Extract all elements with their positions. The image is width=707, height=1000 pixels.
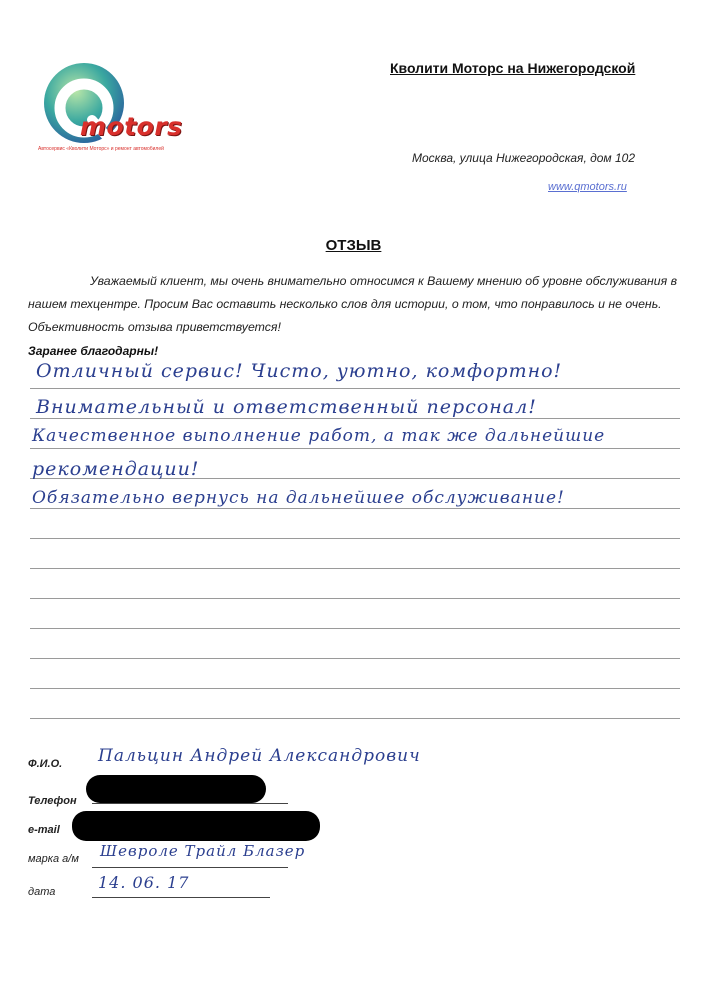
company-address: Москва, улица Нижегородская, дом 102 [412,151,636,165]
review-rule-line [30,688,680,689]
form-intro: Уважаемый клиент, мы очень внимательно относимся к Вашему мнению об уровне обслуживания в нашем техцентре. Просим Вас оставить несколько слов для истории, о том, что понравилось и не очень. Объективность отзыва приветствуется! [28,274,678,334]
date-value: 14. 06. 17 [98,873,190,892]
thanks-text: Заранее благодарны! [28,344,159,358]
phone-redaction [86,775,266,803]
date-label: дата [28,886,56,898]
review-line-3: Качественное выполнение работ, а так же дальнейшие [32,426,606,446]
company-name: Кволити Моторс на Нижегородской [390,60,636,76]
review-rule-line [30,448,680,449]
car-label: марка а/м [28,853,79,865]
car-underline [92,867,288,868]
review-rule-line [30,538,680,539]
review-line-1: Отличный сервис! Чисто, уютно, комфортно! [36,360,563,382]
email-redaction [72,811,320,841]
name-label: Ф.И.О. [28,758,63,770]
review-rule-line [30,508,680,509]
review-line-5: Обязательно вернусь на дальнейшее обслуживание! [32,488,565,508]
review-rule-line [30,568,680,569]
qmotors-logo [36,58,236,158]
car-value: Шевроле Трайл Блазер [100,842,306,860]
review-rule-line [30,418,680,419]
review-rule-line [30,658,680,659]
review-rule-line [30,718,680,719]
review-line-2: Внимательный и ответственный персонал! [36,396,537,418]
logo-wordmark: motors [80,112,183,141]
review-rule-line [30,598,680,599]
logo-emblem-icon [36,58,236,158]
name-value: Пальцин Андрей Александрович [98,746,421,766]
phone-underline [92,803,288,804]
website-link[interactable]: www.qmotors.ru [548,181,627,193]
phone-label: Телефон [28,795,77,807]
email-label: e-mail [28,824,60,836]
date-underline [92,897,270,898]
review-rule-line [30,388,680,389]
review-line-4: рекомендации! [32,458,200,480]
form-title: ОТЗЫВ [325,237,382,254]
review-rule-line [30,628,680,629]
logo-tagline: Автосервис «Кволити Моторс» и ремонт автомобилей [38,146,164,152]
